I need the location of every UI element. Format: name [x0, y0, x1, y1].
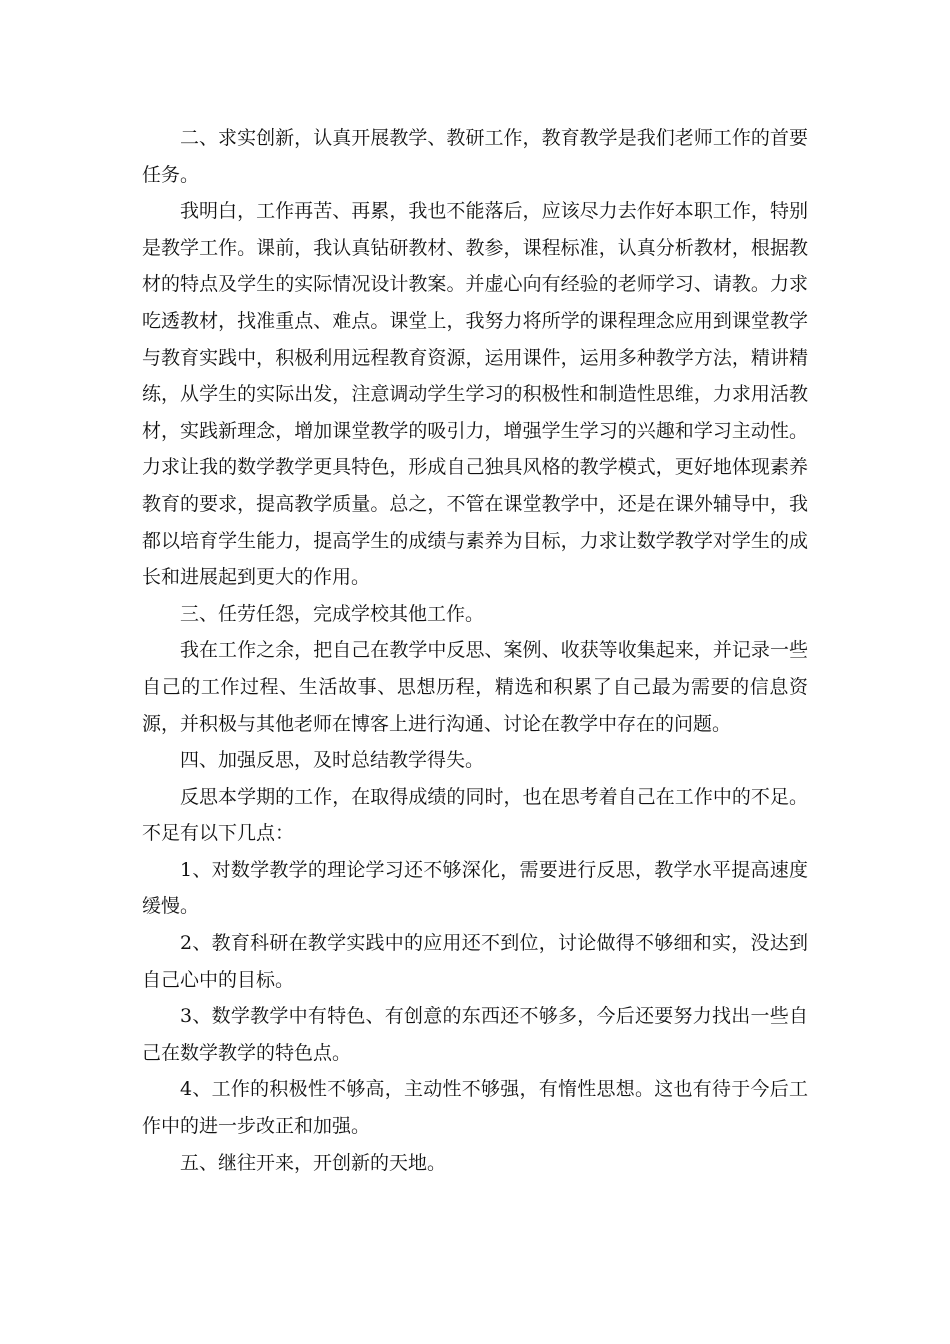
- section-heading-5: 五、继往开来，开创新的天地。: [180, 1151, 447, 1174]
- list-item-1: 1、对数学教学的理论学习还不够深化，需要进行反思，教学水平提高速度缓慢。: [142, 858, 808, 918]
- body-paragraph-other-work: 我在工作之余，把自己在教学中反思、案例、收获等收集起来，并记录一些自己的工作过程、生活故事、思想历程，精选和积累了自己最为需要的信息资源，并积极与其他老师在博客上进行沟通、讨论在教学中存在的问题。: [142, 639, 808, 735]
- section-heading-3: 三、任劳任怨，完成学校其他工作。: [180, 602, 485, 625]
- list-item-4: 4、工作的积极性不够高，主动性不够强，有惰性思想。这也有待于今后工作中的进一步改正和加强。: [142, 1078, 808, 1138]
- body-paragraph-reflection: 反思本学期的工作，在取得成绩的同时，也在思考着自己在工作中的不足。不足有以下几点：: [142, 785, 808, 845]
- body-paragraph-teaching: 我明白，工作再苦、再累，我也不能落后，应该尽力去作好本职工作，特别是教学工作。课前，我认真钻研教材、教参，课程标准，认真分析教材，根据教材的特点及学生的实际情况设计教案。并虚心向有经验的老师学习、请教。力求吃透教材，找准重点、难点。课堂上，我努力将所学的课程理念应用到课堂教学与教育实践中，积极利用远程教育资源，运用课件，运用多种教学方法，精讲精练，从学生的实际出发，注意调动学生学习的积极性和制造性思维，力求用活教材，实践新理念，增加课堂教学的吸引力，增强学生学习的兴趣和学习主动性。力求让我的数学教学更具特色，形成自己独具风格的教学模式，更好地体现素养教育的要求，提高教学质量。总之，不管在课堂教学中，还是在课外辅导中，我都以培育学生能力，提高学生的成绩与素养为目标，力求让数学教学对学生的成长和进展起到更大的作用。: [142, 200, 808, 589]
- document-body: [142, 120, 808, 1181]
- section-heading-4: 四、加强反思，及时总结教学得失。: [180, 749, 485, 772]
- section-heading-2: 二、求实创新，认真开展教学、教研工作，教育教学是我们老师工作的首要任务。: [142, 127, 808, 186]
- list-item-2: 2、教育科研在教学实践中的应用还不到位，讨论做得不够细和实，没达到自己心中的目标。: [142, 932, 808, 991]
- list-item-3: 3、数学教学中有特色、有创意的东西还不够多，今后还要努力找出一些自己在数学教学的特色点。: [142, 1005, 808, 1064]
